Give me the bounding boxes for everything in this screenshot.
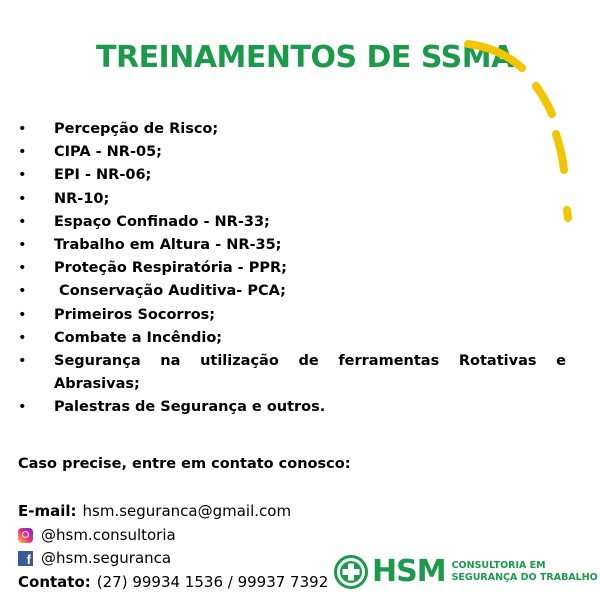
email-row bbox=[18, 500, 328, 524]
list-item: • Combate a Incêndio; bbox=[18, 329, 223, 346]
company-logo bbox=[334, 555, 598, 589]
contact-lead: Caso precise, entre em contato conosco: bbox=[18, 456, 351, 472]
safety-cross-icon bbox=[334, 555, 368, 589]
facebook-handle[interactable]: @hsm.seguranca bbox=[41, 549, 172, 567]
facebook-icon: f bbox=[18, 551, 33, 566]
phone-row bbox=[18, 571, 328, 595]
list-item: • Palestras de Segurança e outros. bbox=[18, 399, 326, 416]
contact-block bbox=[18, 500, 328, 594]
instagram-icon bbox=[18, 528, 33, 543]
list-item: • Espaço Confinado - NR-33; bbox=[18, 213, 270, 230]
training-list bbox=[18, 118, 566, 420]
list-item: • Proteção Respiratória - PPR; bbox=[18, 260, 287, 277]
list-item: • CIPA - NR-05; bbox=[18, 144, 162, 161]
list-item: • Percepção de Risco; bbox=[18, 121, 219, 137]
instagram-handle[interactable]: @hsm.consultoria bbox=[41, 525, 176, 544]
instagram-row bbox=[18, 524, 328, 548]
list-item: • Trabalho em Altura - NR-35; bbox=[18, 237, 282, 254]
phone-label: Contato: bbox=[18, 572, 91, 591]
facebook-row bbox=[18, 547, 328, 571]
list-item: • Conservação Auditiva- PCA; bbox=[18, 283, 286, 300]
page-title: TREINAMENTOS DE SSMA bbox=[96, 40, 514, 75]
list-item: • Segurança na utilização de ferramentas Rotativas e Abrasivas; bbox=[18, 353, 566, 393]
logo-tagline: CONSULTORIA EM SEGURANÇA DO TRABALHO bbox=[451, 560, 598, 583]
list-item: • EPI - NR-06; bbox=[18, 167, 152, 184]
list-item: • Primeiros Socorros; bbox=[18, 306, 216, 323]
email-link[interactable]: hsm.seguranca@gmail.com bbox=[82, 502, 292, 520]
email-label: E-mail: bbox=[18, 502, 77, 520]
list-item: • NR-10; bbox=[18, 190, 110, 207]
logo-name: HSM bbox=[372, 554, 446, 589]
phone-number[interactable]: (27) 99934 1536 / 99937 7392 bbox=[96, 572, 329, 591]
